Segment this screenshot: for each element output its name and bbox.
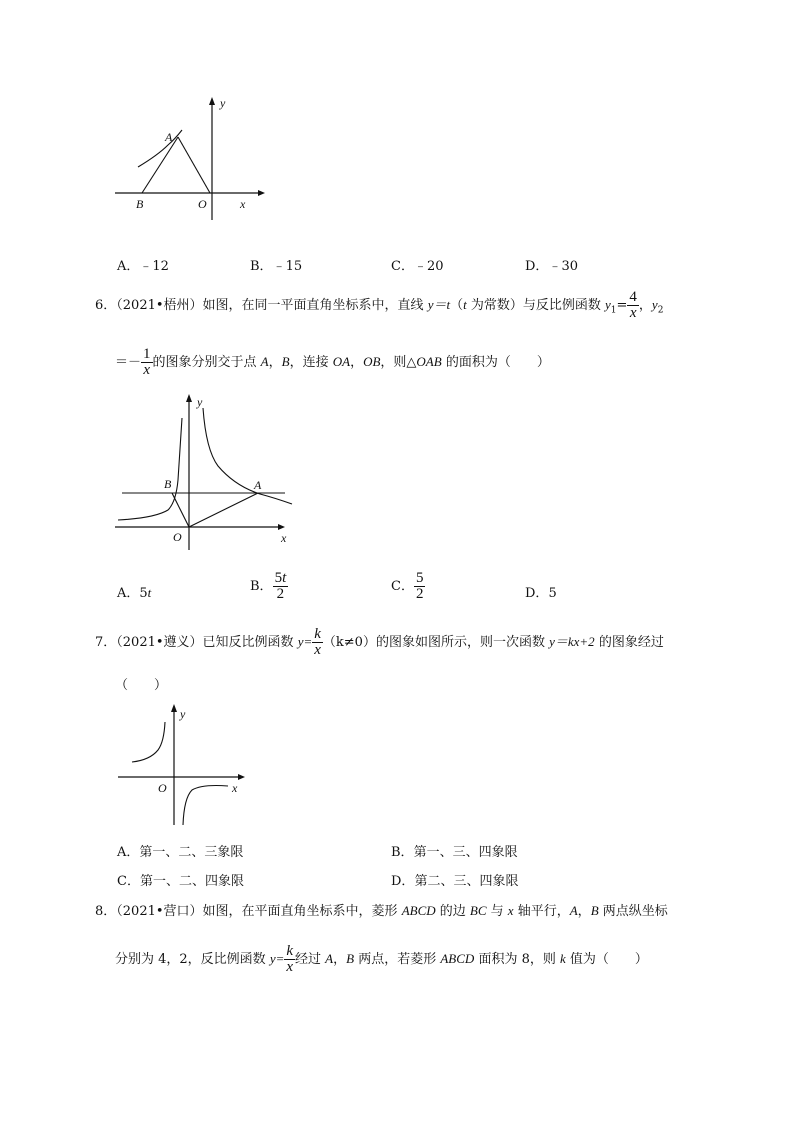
q7-curve-q4	[183, 786, 228, 826]
q8-c2: ，	[333, 952, 347, 967]
q6-y1: y	[604, 297, 611, 312]
q7-source: （2021•遵义）	[116, 635, 203, 650]
q6-text2: 的图象分别交于点	[152, 355, 261, 370]
q7-line-1	[95, 625, 664, 660]
q8-line2c: 两点，若菱形	[354, 952, 441, 967]
q7-y-eq: y=	[297, 634, 313, 649]
q6-figure	[110, 390, 300, 550]
q7-frac-den: x	[314, 642, 321, 658]
q6-label-x: x	[281, 531, 287, 545]
q6-text1: 如图，在同一平面直角坐标系中，直线	[202, 298, 428, 313]
q6-x-arrow	[278, 524, 285, 530]
q6-option-b-letter: B．	[250, 579, 273, 594]
q6-source: （2021•梧州）	[116, 298, 203, 313]
q8-text1: 如图，在平面直角坐标系中，菱形	[202, 904, 402, 919]
q6-sub2: 2	[657, 305, 664, 316]
q6-segment-OA	[189, 493, 258, 527]
q7-option-a[interactable]	[117, 841, 243, 860]
q6-text5: 的面积为（ ）	[441, 355, 550, 370]
q8-line-1	[95, 902, 668, 921]
q6-OB: OB	[363, 354, 381, 369]
q5-option-d-value: ﹣30	[548, 259, 578, 274]
q5-segment-AO	[178, 137, 210, 193]
q6-option-d-value: 5	[548, 586, 557, 601]
q6-option-c-letter: C．	[391, 579, 414, 594]
q7-option-b-value: 第一、三、四象限	[413, 845, 518, 860]
q6-option-a-value: 5	[139, 586, 148, 601]
q7-frac-num: k	[314, 626, 321, 642]
q6-number: 6．	[95, 298, 117, 313]
q8-frac-num: k	[286, 943, 294, 959]
q8-point-B2: B	[346, 951, 355, 966]
q7-option-d[interactable]	[391, 870, 518, 889]
q6-c2: ，	[350, 355, 364, 370]
q8-x: x	[507, 903, 514, 918]
q7-label-x: x	[232, 781, 238, 795]
q7-label-O: O	[158, 781, 167, 795]
q8-line2d: 面积为 8，则	[474, 952, 560, 967]
q5-option-b[interactable]	[250, 255, 302, 274]
q5-option-a-value: ﹣12	[139, 259, 169, 274]
q8-ABCD2: ABCD	[440, 951, 475, 966]
q8-text3: 与	[486, 904, 508, 919]
q8-y-eq: y=	[269, 951, 285, 966]
q8-text5: 两点纵坐标	[598, 904, 668, 919]
q7-x-arrow	[238, 774, 245, 780]
q6-option-c[interactable]	[391, 571, 425, 602]
q6-point-A: A	[260, 354, 269, 369]
q6-text4: ，则△	[380, 355, 417, 370]
q6-option-a-letter: A．	[117, 586, 140, 601]
q6-option-d-letter: D．	[525, 586, 549, 601]
q6-OAB: OAB	[416, 354, 442, 369]
q8-point-A2: A	[325, 951, 334, 966]
q8-ABCD: ABCD	[401, 903, 436, 918]
q8-frac-den: x	[286, 959, 294, 975]
q7-bracket: （ ）	[115, 678, 168, 693]
q5-option-c-letter: C．	[391, 259, 414, 274]
q6-paren: （	[450, 298, 464, 313]
q8-c1: ，	[577, 904, 591, 919]
q6-y-eq-t: y＝t	[427, 297, 451, 312]
q6-line2-prefix: ＝－	[115, 355, 142, 370]
q6-c1: ，	[268, 355, 282, 370]
q6-frac1-den: x	[627, 305, 639, 321]
q8-line2a: 分别为 4，2，反比例函数	[115, 952, 270, 967]
q6-option-c-den: 2	[415, 586, 424, 602]
q7-cond: （k≠0）	[322, 635, 376, 650]
q6-line-2	[115, 345, 550, 380]
q6-curve-y2	[118, 418, 182, 520]
q6-option-a[interactable]	[117, 582, 151, 601]
q7-option-d-letter: D．	[391, 874, 415, 889]
q7-linear: y＝kx+2	[549, 634, 595, 649]
q6-label-O: O	[173, 530, 182, 544]
q6-option-b[interactable]	[250, 571, 288, 602]
q8-number: 8．	[95, 904, 117, 919]
q7-y-arrow	[171, 704, 177, 712]
q7-text1: 已知反比例函数	[202, 635, 298, 650]
q6-frac2-den: x	[141, 362, 153, 378]
q5-label-A: A	[165, 130, 173, 144]
q8-point-A: A	[569, 903, 578, 918]
q5-curve	[138, 130, 182, 167]
q6-option-c-num: 5	[415, 570, 424, 586]
q5-option-a-letter: A．	[117, 259, 140, 274]
q6-OA: OA	[332, 354, 351, 369]
q6-option-c-frac	[414, 571, 426, 602]
q6-curve-y1	[203, 408, 292, 504]
q6-sub1: 1	[610, 305, 617, 316]
q5-segment-BA	[142, 137, 178, 193]
q6-frac1-num: 4	[629, 289, 637, 305]
q8-line2e: 值为（ ）	[565, 952, 648, 967]
q6-y2: y	[651, 297, 658, 312]
q6-paren-text: 为常数）与反比例函数	[466, 298, 605, 313]
q8-source: （2021•营口）	[116, 904, 203, 919]
q6-option-d[interactable]	[525, 582, 557, 601]
q7-option-b-letter: B．	[391, 845, 414, 860]
q7-option-d-value: 第二、三、四象限	[414, 874, 519, 889]
q7-text2: 的图象如图所示，则一次函数	[375, 635, 550, 650]
q6-point-B: B	[281, 354, 290, 369]
q8-text4: 轴平行，	[513, 904, 570, 919]
q5-option-c[interactable]	[391, 255, 444, 274]
q6-label-B: B	[164, 477, 172, 491]
q8-BC: BC	[469, 903, 487, 918]
q5-option-b-value: ﹣15	[272, 259, 303, 274]
q5-option-c-value: ﹣20	[413, 259, 444, 274]
q5-y-arrow	[209, 97, 215, 105]
q7-option-c-letter: C．	[117, 874, 140, 889]
q6-option-b-num: 5	[274, 570, 283, 586]
q8-k: k	[559, 951, 566, 966]
q6-y-arrow	[186, 394, 192, 402]
q6-eq: =	[616, 298, 628, 313]
q6-frac-4-over-x	[627, 290, 639, 321]
q7-option-c[interactable]	[117, 870, 244, 889]
q5-label-O: O	[198, 197, 207, 211]
q7-option-c-value: 第一、二、四象限	[139, 874, 244, 889]
q6-option-b-den: 2	[273, 586, 289, 602]
q8-text2: 的边	[435, 904, 470, 919]
q7-frac-k-over-x	[312, 627, 323, 658]
q5-figure	[110, 95, 270, 225]
q8-frac-k-over-x	[284, 944, 295, 975]
q8-line2b: 经过	[295, 952, 326, 967]
q5-option-b-letter: B．	[250, 259, 273, 274]
q5-option-d[interactable]	[525, 255, 578, 274]
q7-option-b[interactable]	[391, 841, 518, 860]
q8-line-2	[115, 942, 648, 977]
q6-frac-1-over-x	[141, 347, 153, 378]
q6-label-A: A	[254, 478, 262, 492]
q8-point-B: B	[590, 903, 599, 918]
q5-option-a[interactable]	[117, 255, 169, 274]
q6-label-y: y	[197, 395, 203, 409]
q6-text3: ，连接	[289, 355, 333, 370]
q6-frac2-num: 1	[143, 346, 151, 362]
q5-label-y: y	[220, 96, 226, 110]
q6-segment-OB	[172, 493, 189, 527]
q5-label-B: B	[136, 197, 144, 211]
q7-option-a-value: 第一、二、三象限	[139, 845, 244, 860]
q7-text3: 的图象经过	[594, 635, 664, 650]
q5-option-d-letter: D．	[525, 259, 549, 274]
q7-label-y: y	[180, 707, 186, 721]
q6-option-b-frac	[273, 571, 289, 602]
q6-option-a-var: t	[147, 585, 152, 600]
q7-option-a-letter: A．	[117, 845, 140, 860]
q7-number: 7．	[95, 635, 117, 650]
q7-figure	[110, 700, 260, 830]
q5-x-arrow	[258, 190, 265, 196]
q5-label-x: x	[240, 197, 246, 211]
q7-curve-q2	[132, 722, 165, 762]
q6-comma: ，	[638, 298, 652, 313]
q6-option-b-num-var: t	[282, 570, 287, 586]
q6-line-1	[95, 288, 663, 328]
q6-t-var: t	[463, 297, 467, 312]
